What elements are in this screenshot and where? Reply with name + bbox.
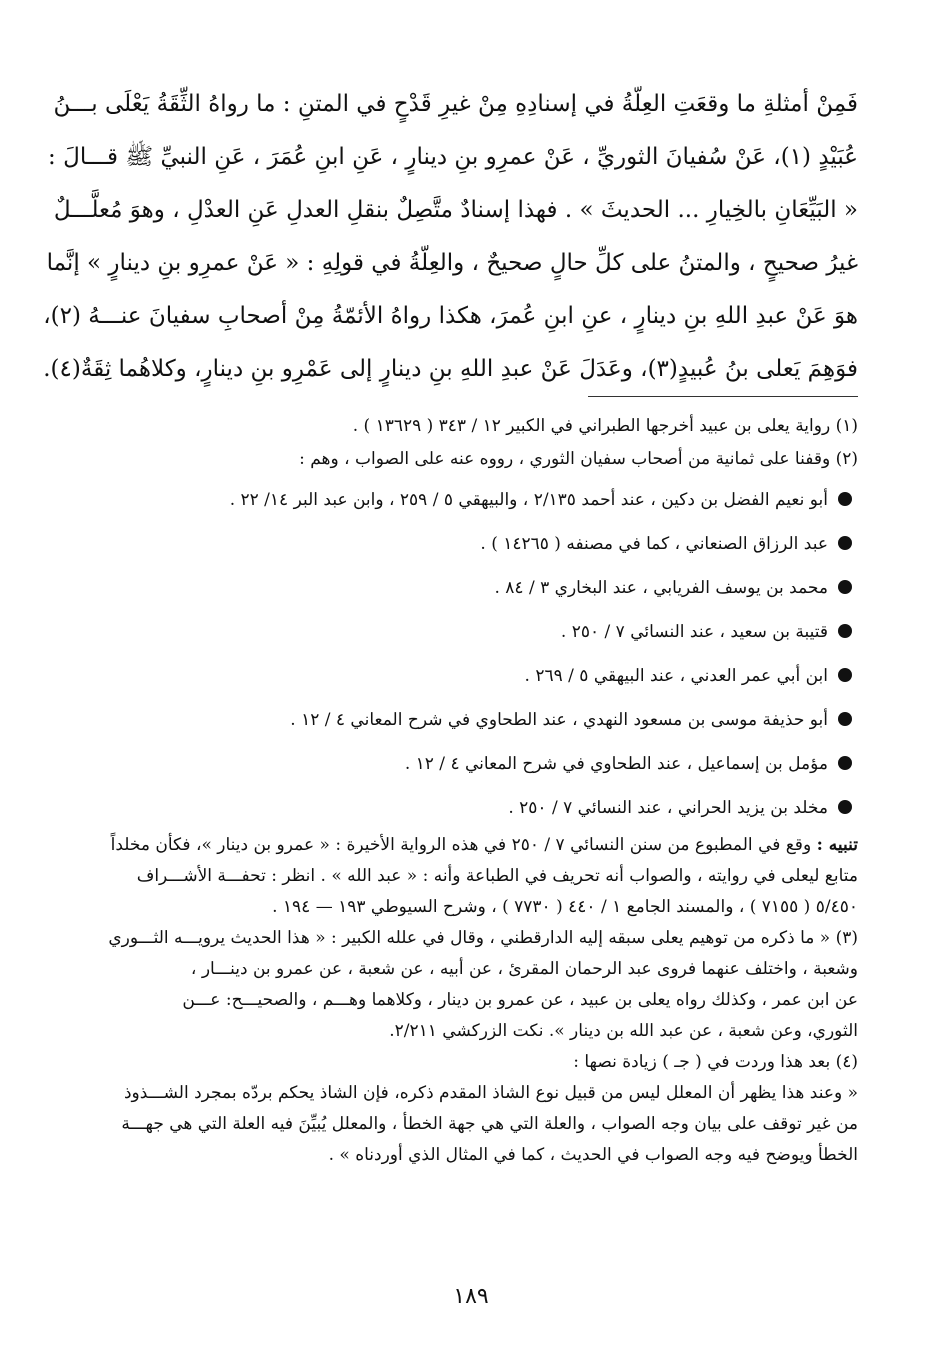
footnote-divider: [588, 396, 858, 397]
footnote-4: [84, 1047, 858, 1171]
narrator-text: محمد بن يوسف الفريابي ، عند البخاري ٣ / ٨٤ .: [494, 578, 828, 598]
narrator-item: [84, 610, 858, 654]
bullet-icon: [838, 580, 852, 594]
narrator-text: مؤمل بن إسماعيل ، عند الطحاوي في شرح المعاني ٤ / ١٢ .: [404, 754, 828, 774]
note-block: [84, 830, 858, 923]
note-line: ٥/٤٥٠ ( ٧١٥٥ ) ، والمسند الجامع ١ / ٤٤٠ ( ٧٧٣٠ ) ، وشرح السيوطي ١٩٣ — ١٩٤ .: [272, 897, 858, 917]
bullet-icon: [838, 712, 852, 726]
main-text-line: « البَيِّعَانِ بالخِيارِ ... الحديثَ » . فهذا إسنادٌ متَّصِلٌ بنقلِ العدلِ عَنِ العدْلِ ، وهوَ مُعلَّـــلٌ: [53, 197, 858, 223]
note-text: وقع في المطبوع من سنن النسائي ٧ / ٢٥٠ في هذه الرواية الأخيرة : « عمرو بن دينار »، فكأن مخلداً: [110, 835, 817, 855]
footnote-3: [84, 923, 858, 1047]
narrator-item: [84, 742, 858, 786]
narrator-list: [84, 478, 858, 830]
main-text-line: فَمِنْ أمثلةِ ما وقعَتِ العِلّةُ في إسنادِهِ مِنْ غيرِ قَدْحٍ في المتنِ : ما رواهُ الثِّقَةُ يَعْلَى بـــنُ: [53, 91, 858, 117]
narrator-text: قتيبة بن سعيد ، عند النسائي ٧ / ٢٥٠ .: [560, 622, 828, 642]
footnote-4-line: (٤) بعد هذا وردت في ( جـ ) زيادة نصها :: [573, 1052, 858, 1072]
main-text: [43, 78, 858, 396]
bullet-icon: [838, 668, 852, 682]
narrator-text: أبو نعيم الفضل بن دكين ، عند أحمد ٢/١٣٥ ، والبيهقي ٥ / ٢٥٩ ، وابن عبد البر ١٤/ ٢٢ .: [229, 490, 828, 510]
footnote-4-line: الخطأ ويوضح فيه وجه الصواب في الحديث ، كما في المثال الذي أوردناه » .: [328, 1145, 858, 1165]
footnote-1: (١) رواية يعلى بن عبيد أخرجها الطبراني في الكبير ١٢ / ٣٤٣ ( ١٣٦٢٩ ) .: [352, 416, 858, 436]
narrator-item: [84, 522, 858, 566]
bullet-icon: [838, 624, 852, 638]
narrator-item: [84, 654, 858, 698]
footnote-3-line: (٣) « ما ذكره من توهيم يعلى سبقه إليه الدارقطني ، وقال في علله الكبير : « هذا الحديث يرويـــه الثـــوري: [108, 928, 858, 948]
narrator-item: [84, 566, 858, 610]
footnote-4-line: من غير توقف على بيان وجه الصواب ، والعلة التي هي جهة الخطأ ، والمعلل يُبيِّنَ فيه العلة التي هي جهـــة: [121, 1114, 858, 1134]
note-line: متابع ليعلى في روايته ، والصواب أنه تحريف في الطباعة وأنه : « عبد الله » . انظر : تحفـــة الأشـــراف: [136, 866, 858, 886]
main-text-line: فوَهِمَ يَعلى بنُ عُبيدٍ(٣)، وعَدَلَ عَنْ عبدِ اللهِ بنِ دينارٍ إلى عَمْرِو بنِ دينارٍ، وكلاهُما ثِقَةٌ(٤).: [43, 356, 858, 382]
narrator-text: مخلد بن يزيد الحراني ، عند النسائي ٧ / ٢٥٠ .: [508, 798, 828, 818]
bullet-icon: [838, 492, 852, 506]
narrator-text: ابن أبي عمر العدني ، عند البيهقي ٥ / ٢٦٩ .: [524, 666, 828, 686]
footnotes: [84, 410, 858, 1171]
page-number: ١٨٩: [453, 1284, 489, 1309]
narrator-text: أبو حذيفة موسى بن مسعود النهدي ، عند الطحاوي في شرح المعاني ٤ / ١٢ .: [290, 710, 828, 730]
main-text-line: غيرُ صحيحٍ ، والمتنُ على كلِّ حالٍ صحيحٌ ، والعِلّةُ في قولِهِ : « عَنْ عمرِو بنِ دينارٍ » إنَّما: [46, 250, 858, 276]
note-label: تنبيه :: [816, 835, 858, 855]
narrator-item: [84, 478, 858, 522]
note-line: [84, 830, 858, 861]
narrator-item: [84, 786, 858, 830]
bullet-icon: [838, 536, 852, 550]
footnote-3-line: وشعبة ، واختلف عنهما فروى عبد الرحمان المقرئ ، عن أبيه ، عن شعبة ، عن عمرو بن دينـــار ،: [190, 959, 858, 979]
narrator-text: عبد الرزاق الصنعاني ، كما في مصنفه ( ١٤٢٦٥ ) .: [480, 534, 828, 554]
main-text-line: هوَ عَنْ عبدِ اللهِ بنِ دينارٍ ، عنِ ابنِ عُمرَ، هكذا رواهُ الأئمّةُ مِنْ أصحابِ سفيانَ عنـــهُ (٢)،: [43, 303, 858, 329]
footnote-2-intro: (٢) وقفنا على ثمانية من أصحاب سفيان الثوري ، رووه عنه على الصواب ، وهم :: [299, 449, 858, 469]
footnote-3-line: عن ابن عمر ، وكذلك رواه يعلى بن عبيد ، عن عمرو بن دينار ، وكلاهما وهـــم ، والصحيـــح: عـــن: [182, 990, 858, 1010]
main-text-line: عُبَيْدٍ (١)، عَنْ سُفيانَ الثوريِّ ، عَنْ عمرِو بنِ دينارٍ ، عَنِ ابنِ عُمَرَ ، عَنِ النبيِّ ﷺ قـــالَ :: [48, 144, 858, 170]
bullet-icon: [838, 800, 852, 814]
footnote-3-line: الثوري، وعن شعبة ، عن عبد الله بن دينار ». نكت الزركشي ٢/٢١١.: [389, 1021, 858, 1041]
bullet-icon: [838, 756, 852, 770]
footnote-4-line: « وعند هذا يظهر أن المعلل ليس من قبيل نوع الشاذ المقدم ذكره، فإن الشاذ يحكم بردّه بمجرد الشـــذوذ: [123, 1083, 858, 1103]
narrator-item: [84, 698, 858, 742]
